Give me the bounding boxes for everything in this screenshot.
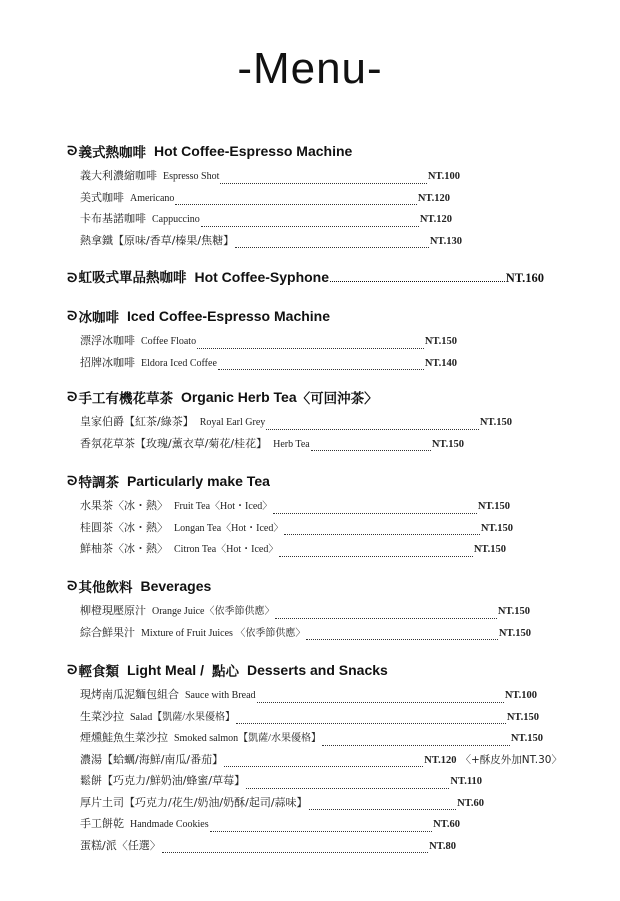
leader-dots — [235, 247, 429, 248]
menu-item — [80, 624, 531, 646]
section-heading — [68, 660, 568, 680]
item-en: Handmade Cookies — [130, 819, 209, 830]
item-note: 〈+酥皮外加NT.30〉 — [460, 753, 562, 766]
item-zh: 香氛花草茶【玫瑰/薰衣草/菊花/桂花】 — [80, 436, 268, 450]
menu-item — [80, 708, 539, 730]
item-price: NT.150 — [510, 733, 543, 744]
section-zh: 特調茶 — [78, 475, 119, 491]
item-price: NT.60 — [457, 797, 484, 809]
leader-dots — [218, 369, 424, 370]
section-note: 〈可回沖茶〉 — [296, 391, 378, 407]
leader-dots — [162, 852, 428, 853]
item-zh: 蛋糕/派〈任選〉 — [80, 838, 161, 852]
menu-item — [80, 540, 506, 562]
item-price: NT.150 — [497, 606, 530, 617]
item-price: NT.150 — [431, 438, 464, 450]
item-zh: 桂圓茶〈冰・熱〉 — [80, 520, 168, 534]
item-zh: 義大利濃縮咖啡 — [80, 169, 157, 182]
leader-dots — [284, 534, 479, 535]
section-hot-espresso — [68, 141, 568, 253]
section-en2: Desserts and Snacks — [246, 662, 388, 678]
item-price: NT.150 — [506, 711, 539, 723]
menu-item — [80, 519, 513, 541]
bullet-icon: ᘐ — [67, 662, 78, 677]
menu-title: -Menu- — [237, 44, 383, 93]
section-heading — [68, 266, 544, 286]
leader-dots — [309, 809, 457, 810]
item-price: NT.120 — [424, 754, 457, 766]
item-zh: 皇家伯爵【紅茶/綠茶】 — [80, 415, 194, 428]
item-en: Herb Tea — [273, 438, 310, 450]
bullet-icon: ᘐ — [67, 271, 78, 285]
menu-item — [80, 729, 543, 751]
leader-dots — [279, 556, 472, 557]
leader-dots — [322, 745, 510, 746]
section-zh: 虹吸式單品熱咖啡 — [78, 270, 187, 286]
item-price: NT.100 — [427, 171, 460, 182]
item-price: NT.120 — [419, 214, 452, 225]
item-price: NT.150 — [480, 522, 513, 534]
item-en: Eldora Iced Coffee — [141, 357, 217, 369]
item-zh: 濃湯【蛤蠣/海鮮/南瓜/番茄】 — [80, 752, 224, 766]
bullet-icon: ᘐ — [67, 143, 78, 158]
item-en: Citron Tea〈Hot・Iced〉 — [174, 544, 279, 555]
menu-item — [80, 602, 530, 624]
leader-dots — [311, 450, 431, 451]
menu-item — [80, 837, 456, 859]
item-en: Cappuccino — [152, 214, 200, 225]
item-zh: 煙燻鮭魚生菜沙拉 — [80, 731, 168, 744]
section-en: Beverages — [140, 578, 212, 594]
item-price: NT.100 — [504, 690, 537, 701]
item-price: NT.150 — [498, 627, 531, 639]
section-price: NT.160 — [505, 271, 544, 285]
section-zh: 手工有機花草茶 — [78, 391, 173, 407]
item-en: Mixture of Fruit Juices 〈依季節供應〉 — [141, 627, 306, 639]
section-en: Organic Herb Tea — [180, 389, 297, 405]
leader-dots — [175, 204, 416, 205]
section-heading — [68, 306, 568, 326]
item-price: NT.150 — [473, 544, 506, 555]
item-zh: 綜合鮮果汁 — [80, 625, 135, 639]
section-zh: 其他飲料 — [78, 580, 133, 596]
menu-item — [80, 210, 452, 232]
item-price: NT.150 — [424, 336, 457, 347]
item-zh: 現烤南瓜泥麵包組合 — [80, 688, 179, 701]
bullet-icon: ᘐ — [67, 473, 78, 488]
menu-item — [80, 189, 450, 211]
item-zh: 卡布基諾咖啡 — [80, 212, 146, 225]
menu-item — [80, 772, 482, 794]
item-zh: 招牌冰咖啡 — [80, 355, 135, 369]
menu-item — [80, 751, 562, 773]
item-en: Fruit Tea〈Hot・Iced〉 — [174, 501, 273, 512]
leader-dots — [224, 766, 423, 767]
item-price: NT.150 — [479, 417, 512, 428]
menu-item — [80, 232, 462, 254]
item-en: Coffee Floato — [141, 336, 197, 347]
item-en: Sauce with Bread — [185, 690, 256, 701]
item-price: NT.80 — [429, 840, 456, 852]
item-zh: 水果茶〈冰・熱〉 — [80, 499, 168, 512]
section-en: Hot Coffee-Espresso Machine — [153, 143, 353, 159]
leader-dots — [246, 788, 449, 789]
section-herb-tea — [68, 387, 568, 456]
leader-dots — [201, 226, 419, 227]
section-zh: 冰咖啡 — [78, 310, 119, 326]
item-zh: 美式咖啡 — [80, 190, 124, 204]
bullet-icon: ᘐ — [67, 389, 78, 404]
section-light-meal — [68, 660, 568, 858]
item-en: Espresso Shot — [163, 171, 220, 182]
bullet-icon: ᘐ — [67, 578, 78, 593]
bullet-icon: ᘐ — [67, 308, 78, 323]
section-syphone — [68, 266, 568, 286]
section-special-tea — [68, 471, 568, 562]
item-en: Royal Earl Grey — [199, 417, 266, 428]
item-zh: 鬆餅【巧克力/鮮奶油/蜂蜜/草莓】 — [80, 774, 246, 787]
item-en: Orange Juice〈依季節供應〉 — [152, 606, 275, 617]
leader-dots — [266, 429, 479, 430]
item-zh: 熱拿鐵【原味/香草/榛果/焦糖】 — [80, 233, 235, 247]
menu-item — [80, 332, 457, 354]
section-en: Particularly make Tea — [126, 473, 270, 489]
leader-dots — [330, 281, 505, 282]
section-heading — [68, 471, 568, 491]
section-iced-coffee — [68, 306, 568, 375]
leader-dots — [197, 348, 424, 349]
menu-item — [80, 497, 510, 519]
item-price: NT.140 — [424, 357, 457, 369]
item-zh: 鮮柚茶〈冰・熱〉 — [80, 542, 168, 555]
menu-item — [80, 435, 464, 457]
leader-dots — [220, 183, 426, 184]
item-en: Smoked salmon【凱薩/水果優格】 — [174, 733, 321, 744]
section-zh: 輕食類 — [78, 664, 119, 680]
item-zh: 厚片土司【巧克力/花生/奶油/奶酥/起司/蒜味】 — [80, 795, 308, 809]
leader-dots — [236, 723, 506, 724]
item-en: Longan Tea〈Hot・Iced〉 — [174, 522, 284, 534]
leader-dots — [273, 513, 477, 514]
item-zh: 生菜沙拉 — [80, 709, 124, 723]
item-zh: 手工餅乾 — [80, 817, 124, 830]
menu-item — [80, 794, 484, 816]
item-zh: 漂浮冰咖啡 — [80, 334, 135, 347]
section-beverages — [68, 576, 568, 645]
menu-item — [80, 167, 460, 189]
menu-item — [80, 815, 460, 837]
section-en: Light Meal / — [126, 662, 204, 678]
leader-dots — [257, 702, 504, 703]
item-zh: 柳橙現壓原汁 — [80, 604, 146, 617]
item-price: NT.60 — [433, 819, 460, 830]
section-heading — [68, 576, 568, 596]
section-zh: 義式熱咖啡 — [78, 145, 146, 161]
section-en: Iced Coffee-Espresso Machine — [126, 308, 331, 324]
menu-item — [80, 686, 537, 708]
item-price: NT.150 — [477, 501, 510, 512]
item-price: NT.120 — [417, 192, 450, 204]
leader-dots — [275, 618, 496, 619]
section-zh2: 點心 — [211, 664, 239, 680]
section-heading — [68, 387, 568, 407]
menu-item — [80, 354, 457, 376]
menu-item — [80, 413, 512, 435]
section-heading — [68, 141, 568, 161]
item-price: NT.130 — [429, 235, 462, 247]
leader-dots — [210, 831, 432, 832]
item-price: NT.110 — [450, 776, 482, 787]
section-en: Hot Coffee-Syphone — [194, 269, 330, 285]
item-en: Salad【凱薩/水果優格】 — [130, 711, 235, 723]
item-en: Americano — [130, 192, 175, 204]
leader-dots — [306, 639, 497, 640]
